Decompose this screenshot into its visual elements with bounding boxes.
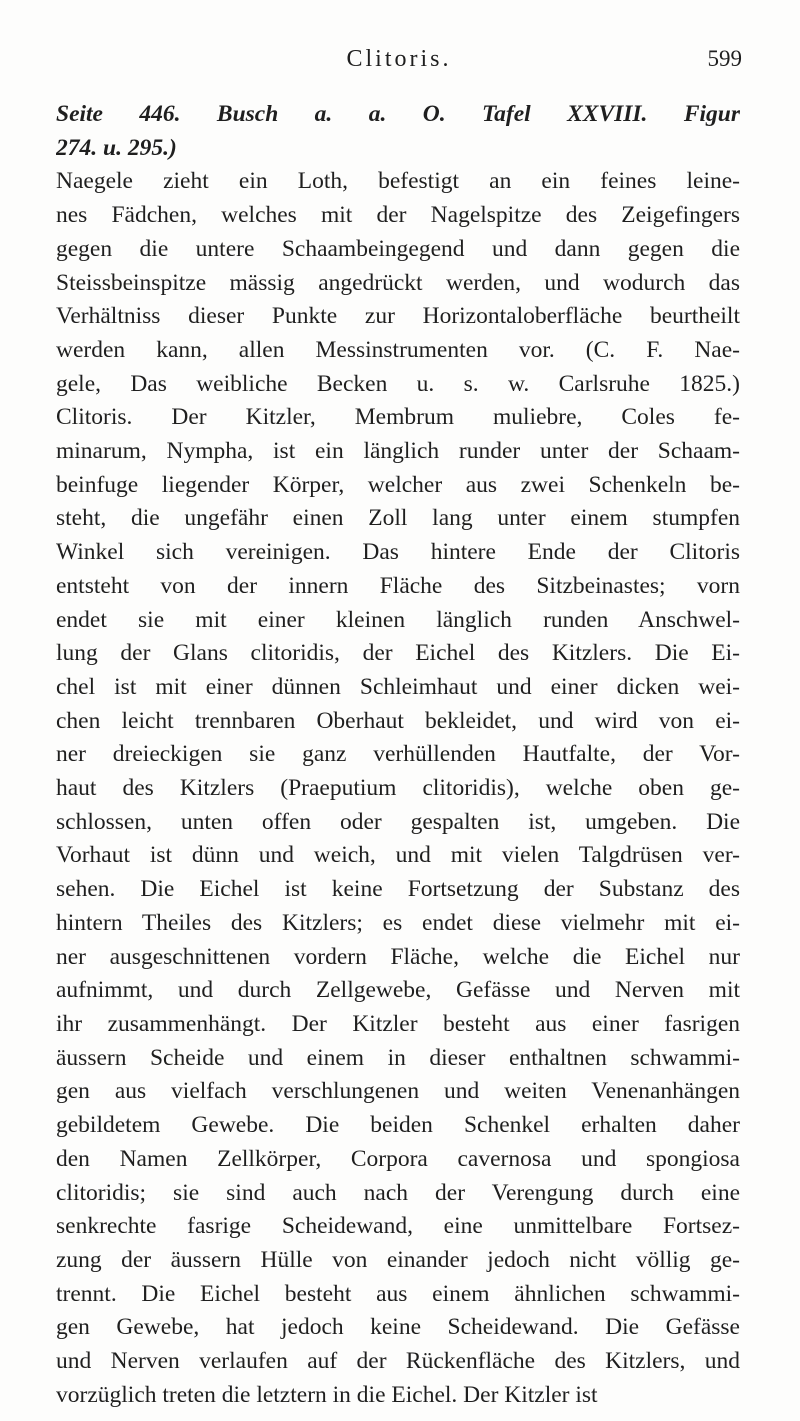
text-line: lung der Glans clitoridis, der Eichel des Kitzlers. Die Ei- <box>56 640 740 667</box>
text-line: ner ausgeschnittenen vordern Fläche, welche die Eichel nur <box>56 943 740 970</box>
text-line: endet sie mit einer kleinen länglich runden Anschwel- <box>56 606 740 633</box>
text-line: chel ist mit einer dünnen Schleimhaut und einer dicken wei- <box>56 673 740 700</box>
text-line: äussern Scheide und einem in dieser enthaltnen schwammi- <box>56 1044 740 1071</box>
text-line: Naegele zieht ein Loth, befestigt an ein feines leine- <box>56 168 740 195</box>
text-line: sehen. Die Eichel ist keine Fortsetzung der Substanz des <box>56 876 740 903</box>
text-line: chen leicht trennbaren Oberhaut bekleidet, und wird von ei- <box>56 707 740 734</box>
running-title: Clitoris. <box>346 46 452 72</box>
text-line: Seite 446. Busch a. a. O. Tafel XXVIII. Figur <box>56 101 740 127</box>
text-line: gegen die untere Schaambeingegend und dann gegen die <box>56 235 740 262</box>
text-line: beinfuge liegender Körper, welcher aus zwei Schenkeln be- <box>56 471 740 498</box>
text-line: vorzüglich treten die letztern in die Eichel. Der Kitzler ist <box>56 1381 598 1408</box>
section-start-line: Clitoris. Der Kitzler, Membrum muliebre, Coles fe- <box>56 404 740 431</box>
text-line: Verhältniss dieser Punkte zur Horizontaloberfläche beurtheilt <box>56 303 740 330</box>
text-line: schlossen, unten offen oder gespalten ist, umgeben. Die <box>56 808 740 835</box>
text-line: 274. u. 295.) <box>56 134 177 161</box>
text-line: Winkel sich vereinigen. Das hintere Ende der Clitoris <box>56 539 740 566</box>
text-line: hintern Theiles des Kitzlers; es endet diese vielmehr mit ei- <box>56 909 740 936</box>
text-line: Steissbeinspitze mässig angedrückt werden, und wodurch das <box>56 269 740 296</box>
text-line: minarum, Nympha, ist ein länglich runder unter der Schaam- <box>56 438 740 465</box>
text-line: trennt. Die Eichel besteht aus einem ähnlichen schwammi- <box>56 1280 740 1307</box>
text-line: Vorhaut ist dünn und weich, und mit vielen Talgdrüsen ver- <box>56 842 740 869</box>
text-line: entsteht von der innern Fläche des Sitzbeinastes; vorn <box>56 572 740 599</box>
text-line: senkrechte fasrige Scheidewand, eine unmittelbare Fortsez- <box>56 1213 740 1240</box>
text-line: gele, Das weibliche Becken u. s. w. Carlsruhe 1825.) <box>56 370 740 397</box>
text-line: gen aus vielfach verschlungenen und weiten Venenanhängen <box>56 1078 740 1105</box>
text-line: gen Gewebe, hat jedoch keine Scheidewand. Die Gefässe <box>56 1314 740 1341</box>
text-line: ihr zusammenhängt. Der Kitzler besteht aus einer fasrigen <box>56 1010 740 1037</box>
text-line: steht, die ungefähr einen Zoll lang unter einem stumpfen <box>56 505 740 532</box>
text-line: und Nerven verlaufen auf der Rückenfläche des Kitzlers, und <box>56 1348 740 1375</box>
text-line: haut des Kitzlers (Praeputium clitoridis), welche oben ge- <box>56 775 740 802</box>
text-line: aufnimmt, und durch Zellgewebe, Gefässe und Nerven mit <box>56 977 740 1004</box>
text-line: gebildetem Gewebe. Die beiden Schenkel erhalten daher <box>56 1112 740 1139</box>
text-line: werden kann, allen Messinstrumenten vor. (C. F. Nae- <box>56 336 740 363</box>
page-header <box>56 46 742 86</box>
page-number: 599 <box>707 46 742 71</box>
text-line: zung der äussern Hülle von einander jedoch nicht völlig ge- <box>56 1246 740 1273</box>
text-line: ner dreieckigen sie ganz verhüllenden Hautfalte, der Vor- <box>56 741 740 768</box>
text-line: clitoridis; sie sind auch nach der Verengung durch eine <box>56 1179 740 1206</box>
page-body <box>56 98 740 1412</box>
text-line: den Namen Zellkörper, Corpora cavernosa und spongiosa <box>56 1145 740 1172</box>
text-line: nes Fädchen, welches mit der Nagelspitze des Zeigefingers <box>56 202 740 229</box>
